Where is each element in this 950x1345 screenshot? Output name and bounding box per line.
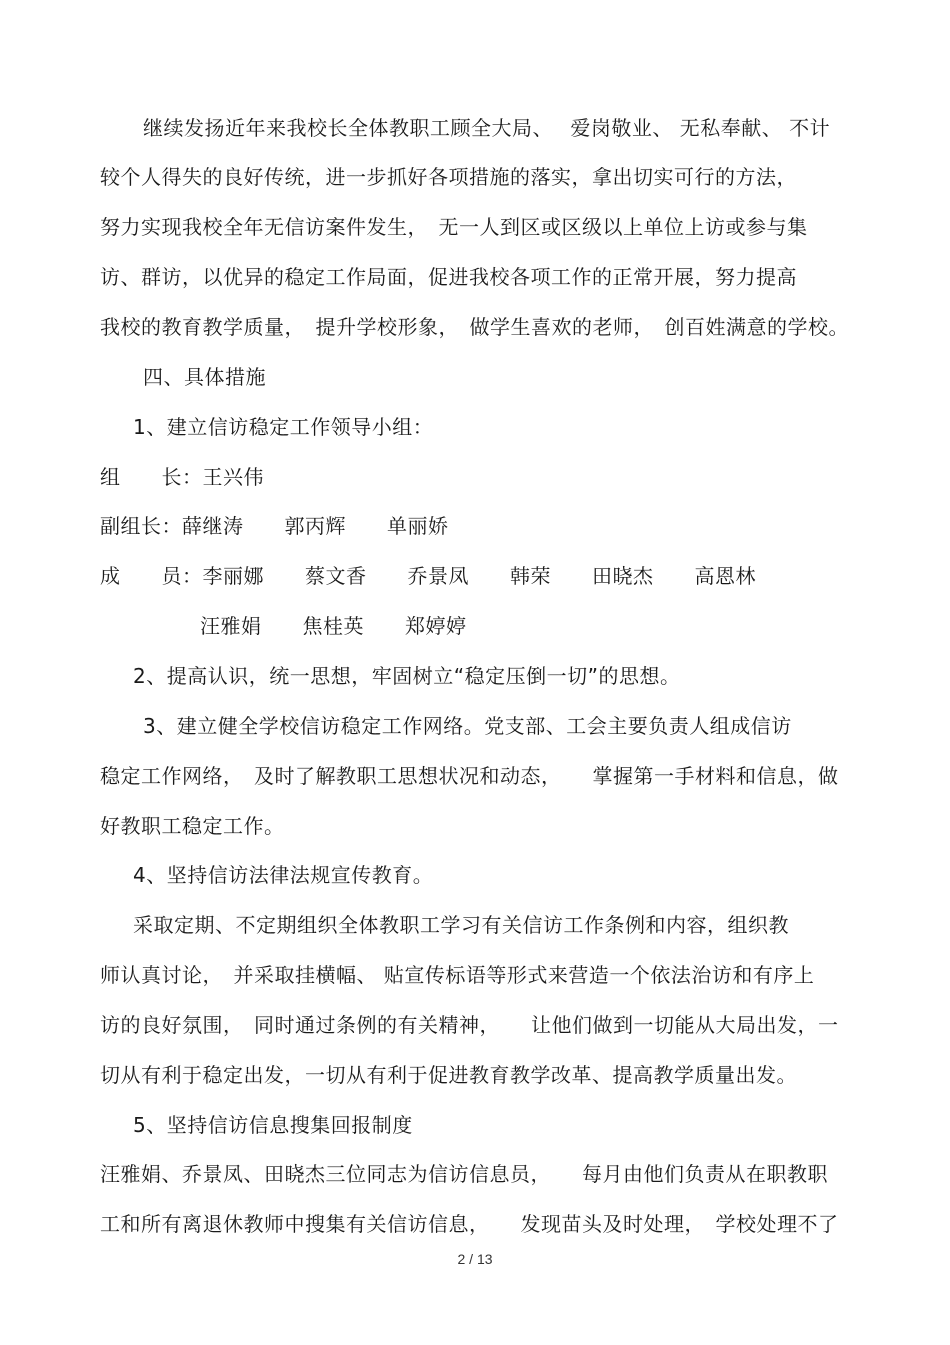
text-line: 组 长：王兴伟 — [100, 465, 264, 489]
text-line: 访的良好氛围， 同时通过条例的有关精神， 让他们做到一切能从大局出发，一 — [100, 1013, 839, 1037]
text-line: 成 员：李丽娜 蔡文香 乔景凤 韩荣 田晓杰 高恩林 — [100, 564, 756, 588]
text-line: 师认真讨论， 并采取挂横幅、 贴宣传标语等形式来营造一个依法治访和有序上 — [100, 963, 815, 987]
text-line: 继续发扬近年来我校长全体教职工顾全大局、 爱岗敬业、 无私奉献、 不计 — [143, 116, 831, 140]
page-indicator: 2 / 13 — [457, 1251, 493, 1267]
list-item-heading: 1、建立信访稳定工作领导小组： — [133, 415, 434, 439]
list-item-heading: 3、建立健全学校信访稳定工作网络。党支部、工会主要负责人组成信访 — [143, 714, 792, 738]
text-line: 汪雅娟、乔景凤、田晓杰三位同志为信访信息员， 每月由他们负责从在职教职 — [100, 1162, 828, 1186]
section-heading: 四、具体措施 — [143, 365, 266, 389]
text-line: 较个人得失的良好传统，进一步抓好各项措施的落实，拿出切实可行的方法， — [100, 165, 797, 189]
text-line: 采取定期、不定期组织全体教职工学习有关信访工作条例和内容，组织教 — [133, 913, 789, 937]
text-line: 我校的教育教学质量， 提升学校形象， 做学生喜欢的老师， 创百姓满意的学校。 — [100, 315, 849, 339]
text-line: 稳定工作网络， 及时了解教职工思想状况和动态， 掌握第一手材料和信息，做 — [100, 764, 839, 788]
text-line: 工和所有离退休教师中搜集有关信访信息， 发现苗头及时处理， 学校处理不了 — [100, 1212, 839, 1236]
list-item-heading: 5、坚持信访信息搜集回报制度 — [133, 1113, 413, 1137]
text-line: 访、群访，以优异的稳定工作局面，促进我校各项工作的正常开展，努力提高 — [100, 265, 797, 289]
text-line: 副组长：薛继涛 郭丙辉 单丽娇 — [100, 514, 449, 538]
list-item-heading: 2、提高认识，统一思想，牢固树立“稳定压倒一切”的思想。 — [133, 664, 681, 688]
text-line: 汪雅娟 焦桂英 郑婷婷 — [200, 614, 467, 638]
text-line: 努力实现我校全年无信访案件发生， 无一人到区或区级以上单位上访或参与集 — [100, 215, 808, 239]
text-line: 好教职工稳定工作。 — [100, 814, 285, 838]
text-line: 切从有利于稳定出发，一切从有利于促进教育教学改革、提高教学质量出发。 — [100, 1063, 797, 1087]
list-item-heading: 4、坚持信访法律法规宣传教育。 — [133, 863, 434, 887]
